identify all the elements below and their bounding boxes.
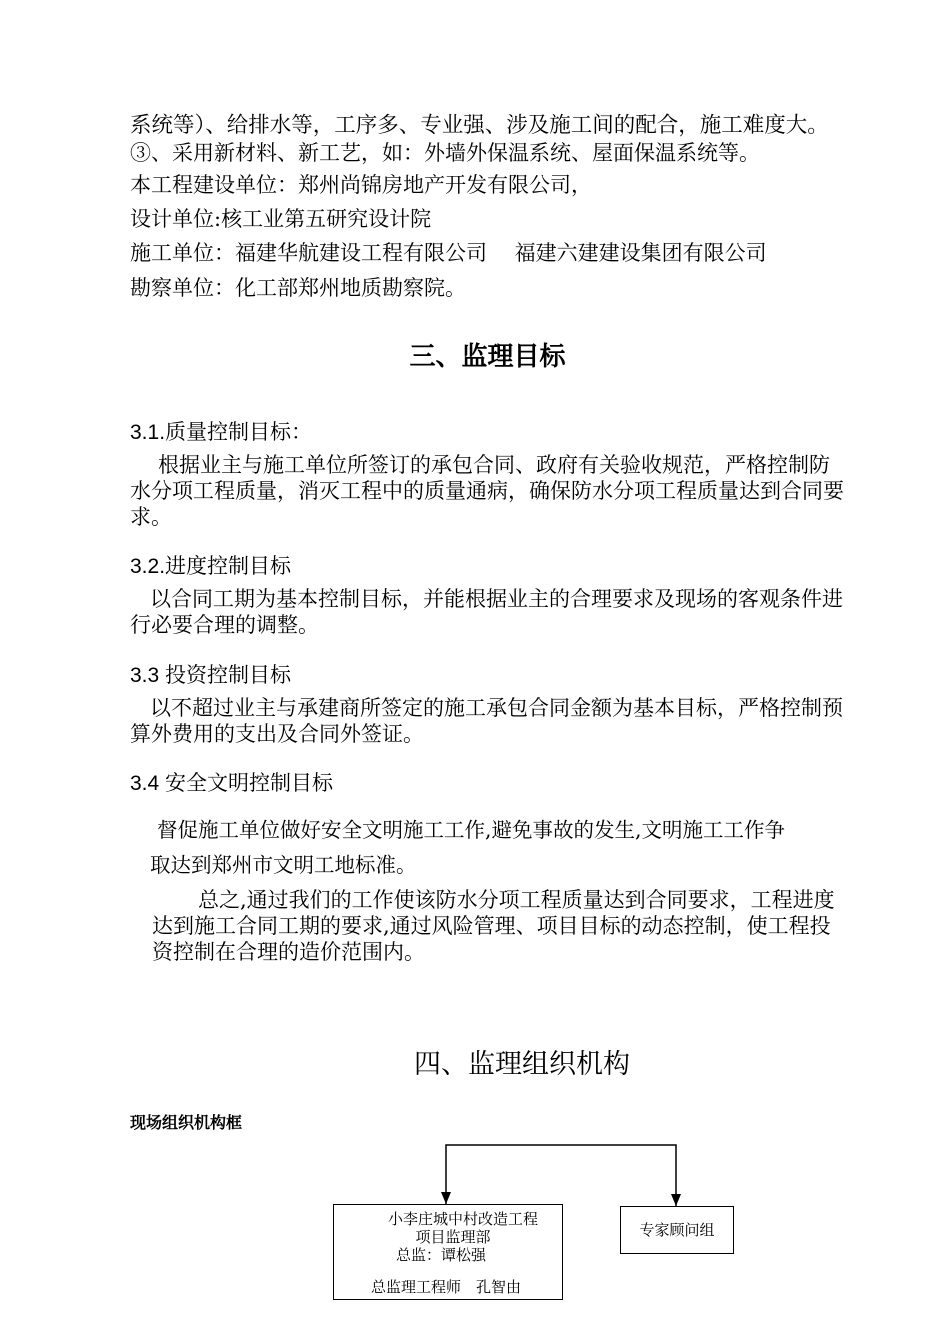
intro-line-6: 勘察单位：化工部郑州地质勘察院。 <box>130 276 466 300</box>
section-3-3-body: 以不超过业主与承建商所签定的施工承包合同金额为基本目标，严格控制预算外费用的支出及合同外签证。 <box>130 696 843 746</box>
department-name: 项目监理部 <box>415 1228 491 1246</box>
project-name: 小李庄城中村改造工程 <box>387 1210 538 1228</box>
chief-supervisor: 总监：谭松强 <box>395 1246 486 1264</box>
summary-paragraph: 总之,通过我们的工作使该防水分项工程质量达到合同要求，工程进度达到施工合同工期的要求,通过风险管理、项目目标的动态控制，使工程投资控制在合理的造价范围内。 <box>152 888 835 964</box>
intro-line-3: 本工程建设单位：郑州尚锦房地产开发有限公司， <box>130 173 592 197</box>
project-supervision-box <box>333 1204 563 1300</box>
section-3-1-heading: 3.1.质量控制目标： <box>130 421 313 444</box>
section-3-2-body: 以合同工期为基本控制目标，并能根据业主的合理要求及现场的客观条件进行必要合理的调整。 <box>130 587 843 637</box>
intro-line-5: 施工单位：福建华航建设工程有限公司 福建六建建设集团有限公司 <box>130 241 767 265</box>
section-4-title: 四、监理组织机构 <box>414 1049 630 1079</box>
section-3-4-line-1: 督促施工单位做好安全文明施工工作,避免事故的发生,文明施工工作争 <box>157 818 786 842</box>
chief-engineer: 总监理工程师 孔智由 <box>370 1278 521 1296</box>
section-3-3-heading: 3.3 投资控制目标 <box>130 664 292 687</box>
org-chart-caption: 现场组织机构框 <box>130 1115 243 1132</box>
section-3-4-heading: 3.4 安全文明控制目标 <box>130 772 334 795</box>
intro-line-2: ③、采用新材料、新工艺，如：外墙外保温系统、屋面保温系统等。 <box>130 141 760 165</box>
section-3-4-line-2: 取达到郑州市文明工地标准。 <box>150 853 417 877</box>
expert-advisory-box <box>620 1206 734 1254</box>
intro-line-1: 系统等）、给排水等，工序多、专业强、涉及施工间的配合，施工难度大。 <box>130 113 829 138</box>
section-3-2-heading: 3.2.进度控制目标 <box>130 555 292 578</box>
intro-line-4: 设计单位:核工业第五研究设计院 <box>130 207 432 231</box>
expert-advisory-label: 专家顾问组 <box>639 1221 715 1239</box>
section-3-title: 三、监理目标 <box>409 341 566 371</box>
section-3-1-body: 根据业主与施工单位所签订的承包合同、政府有关验收规范，严格控制防水分项工程质量，消灭工程中的质量通病，确保防水分项工程质量达到合同要求。 <box>130 453 844 529</box>
